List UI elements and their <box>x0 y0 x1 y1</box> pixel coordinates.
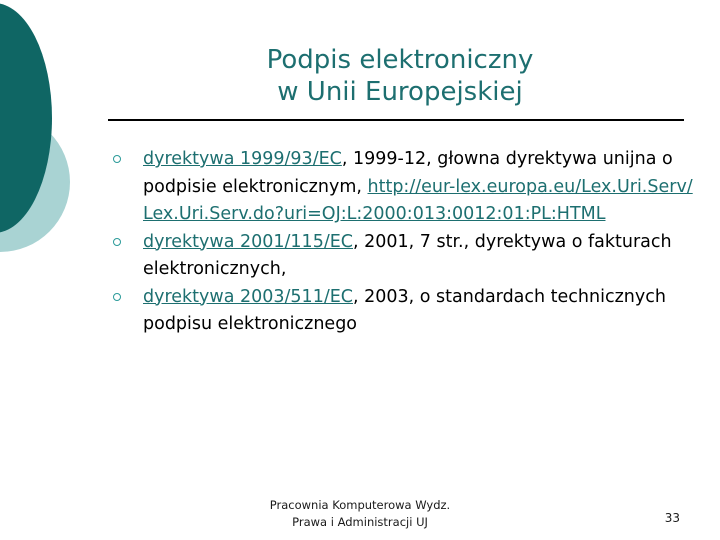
footer-line-1: Pracownia Komputerowa Wydz. <box>269 498 451 512</box>
footer-line-2: Prawa i Administracji UJ <box>292 515 428 529</box>
title-divider <box>108 119 684 121</box>
eur-lex-url-link[interactable]: http://eur-lex.europa.eu/Lex.Uri.Serv/Lex.Uri.Serv.do?uri=OJ:L:2000:013:0012:01:PL:HTML <box>143 176 693 224</box>
decorative-circles <box>0 0 80 290</box>
directive-1999-text: , 1999-12, głowna dyrektywa unijna o podpisie elektronicznym, <box>143 149 673 197</box>
title-line-2: w Unii Europejskiej <box>277 77 523 107</box>
slide-footer <box>240 497 480 531</box>
directive-2001-text: , 2001, 7 str., dyrektywa o fakturach elektronicznych, <box>143 231 672 279</box>
bullet-circle-icon <box>113 155 121 163</box>
directive-2001-link[interactable]: dyrektywa 2001/115/EC <box>143 231 353 252</box>
bullet-item-directive-2003 <box>113 284 693 339</box>
bullet-list <box>113 146 693 339</box>
title-line-1: Podpis elektroniczny <box>266 45 534 75</box>
directive-2003-link[interactable]: dyrektywa 2003/511/EC <box>143 286 353 307</box>
directive-1999-link[interactable]: dyrektywa 1999/93/EC <box>143 149 342 169</box>
slide-title <box>180 44 620 108</box>
bullet-circle-icon <box>113 238 121 246</box>
bullet-item-directive-1999 <box>113 146 693 229</box>
directive-2003-text: , 2003, o standardach technicznych podpisu elektronicznego <box>143 286 666 334</box>
bullet-circle-icon <box>113 293 121 301</box>
bullet-item-directive-2001 <box>113 229 693 284</box>
page-number: 33 <box>664 511 680 525</box>
